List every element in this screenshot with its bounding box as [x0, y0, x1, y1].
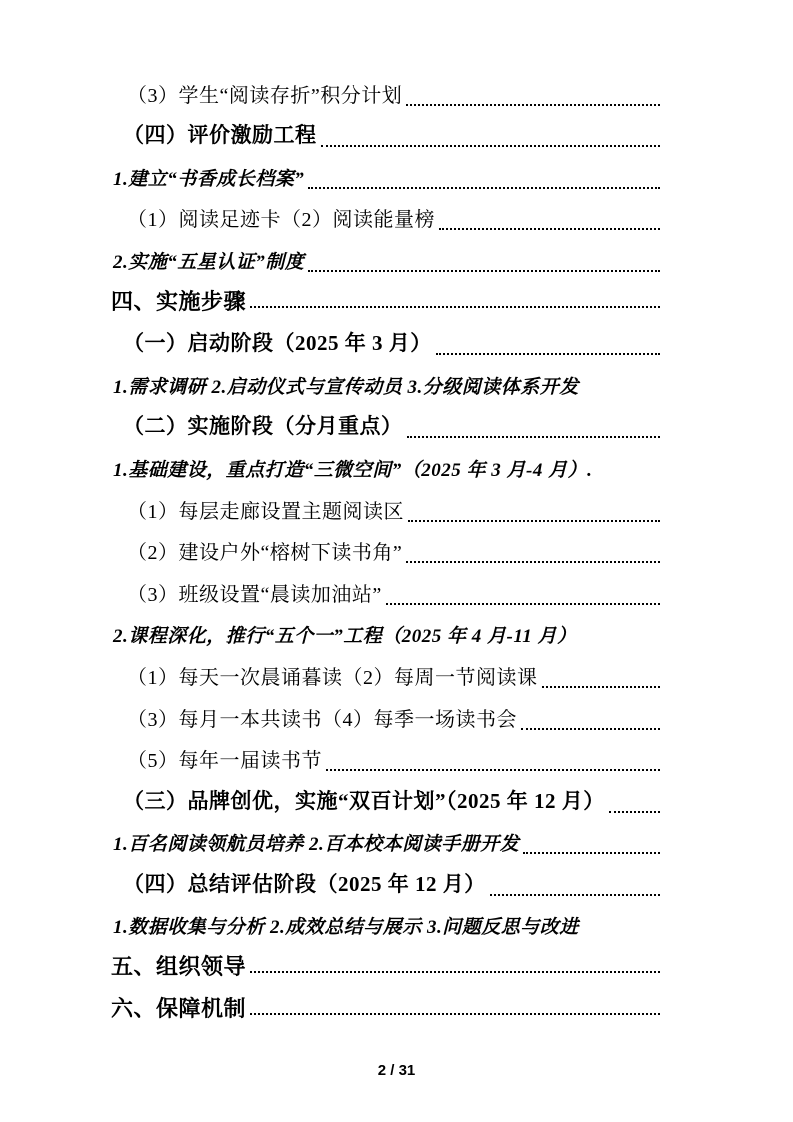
- dot-leader: [439, 228, 660, 230]
- dot-leader: [250, 306, 660, 308]
- toc-entry: [113, 906, 660, 948]
- dot-leader: [326, 769, 660, 771]
- toc-entry: [113, 157, 660, 199]
- toc-entry: [127, 74, 660, 116]
- toc-entry: [113, 615, 660, 657]
- toc-entry: [127, 573, 660, 615]
- toc-entry: [127, 740, 660, 782]
- toc-entry: [111, 282, 660, 324]
- toc-entry: [123, 324, 660, 366]
- page-footer: [0, 1062, 793, 1079]
- toc-entry-text: 1.需求调研 2.启动仪式与宣传动员 3.分级阅读体系开发: [113, 376, 579, 398]
- toc-entry: [113, 823, 660, 865]
- dot-leader: [490, 894, 660, 896]
- dot-leader: [406, 104, 660, 106]
- toc-entry-text: 2.课程深化，推行“五个一”工程（2025 年 4 月-11 月）: [113, 626, 577, 648]
- dot-leader: [542, 686, 661, 688]
- dot-leader: [408, 520, 660, 522]
- toc-entry-text: 2.实施“五星认证”制度: [113, 251, 305, 273]
- page-number: 2 / 31: [377, 1062, 416, 1079]
- toc-entry: [113, 240, 660, 282]
- toc-entry: [127, 656, 660, 698]
- toc-entry: [123, 407, 660, 449]
- toc-entry-text: 四、实施步骤: [111, 288, 247, 314]
- toc-entry-text: （三）品牌创优，实施“双百计划”（2025 年 12 月）: [123, 788, 605, 813]
- toc-entry-text: （1）阅读足迹卡（2）阅读能量榜: [127, 209, 435, 232]
- toc-entry-text: （2）建设户外“榕树下读书角”: [127, 542, 403, 565]
- dot-leader: [523, 852, 660, 854]
- toc-entry: [127, 532, 660, 574]
- dot-leader: [521, 728, 660, 730]
- dot-leader: [386, 603, 660, 605]
- toc-entry-text: （1）每层走廊设置主题阅读区: [127, 500, 404, 523]
- toc-entry-text: （四）总结评估阶段（2025 年 12 月）: [123, 871, 486, 896]
- dot-leader: [609, 811, 660, 813]
- toc-entry: [111, 989, 660, 1031]
- dot-leader: [308, 187, 660, 189]
- toc-entry-text: （二）实施阶段（分月重点）: [123, 414, 403, 439]
- toc-entry-text: （3）每月一本共读书（4）每季一场读书会: [127, 708, 517, 731]
- dot-leader: [406, 561, 660, 563]
- toc-entry-text: 1.数据收集与分析 2.成效总结与展示 3.问题反思与改进: [113, 917, 579, 939]
- toc-entry-text: （四）评价激励工程: [123, 123, 317, 148]
- dot-leader: [321, 145, 661, 147]
- toc-entry: [113, 448, 660, 490]
- toc-entry: [113, 365, 660, 407]
- toc-entry-text: 1.建立“书香成长档案”: [113, 168, 305, 190]
- toc-entry-text: （5）每年一届读书节: [127, 750, 322, 773]
- toc-entry: [111, 947, 660, 989]
- toc-entry: [127, 199, 660, 241]
- toc: [111, 74, 660, 1031]
- dot-leader: [308, 270, 660, 272]
- toc-entry-text: 1.百名阅读领航员培养 2.百本校本阅读手册开发: [113, 834, 520, 856]
- toc-entry-text: （1）每天一次晨诵暮读（2）每周一节阅读课: [127, 666, 538, 689]
- toc-entry: [123, 116, 660, 158]
- toc-entry: [127, 698, 660, 740]
- toc-entry-text: （3）学生“阅读存折”积分计划: [127, 84, 403, 107]
- toc-entry: [127, 490, 660, 532]
- toc-entry: [123, 781, 660, 823]
- toc-entry-text: （3）班级设置“晨读加油站”: [127, 583, 382, 606]
- toc-entry-text: 六、保障机制: [111, 995, 247, 1021]
- dot-leader: [250, 1013, 660, 1015]
- dot-leader: [250, 971, 660, 973]
- dot-leader: [436, 353, 660, 355]
- toc-entry-text: 五、组织领导: [111, 954, 247, 980]
- toc-entry-text: （一）启动阶段（2025 年 3 月）: [123, 331, 432, 356]
- toc-entry: [123, 864, 660, 906]
- toc-entry-text: 1.基础建设，重点打造“三微空间”（2025 年 3 月-4 月）.: [113, 459, 593, 481]
- dot-leader: [407, 436, 661, 438]
